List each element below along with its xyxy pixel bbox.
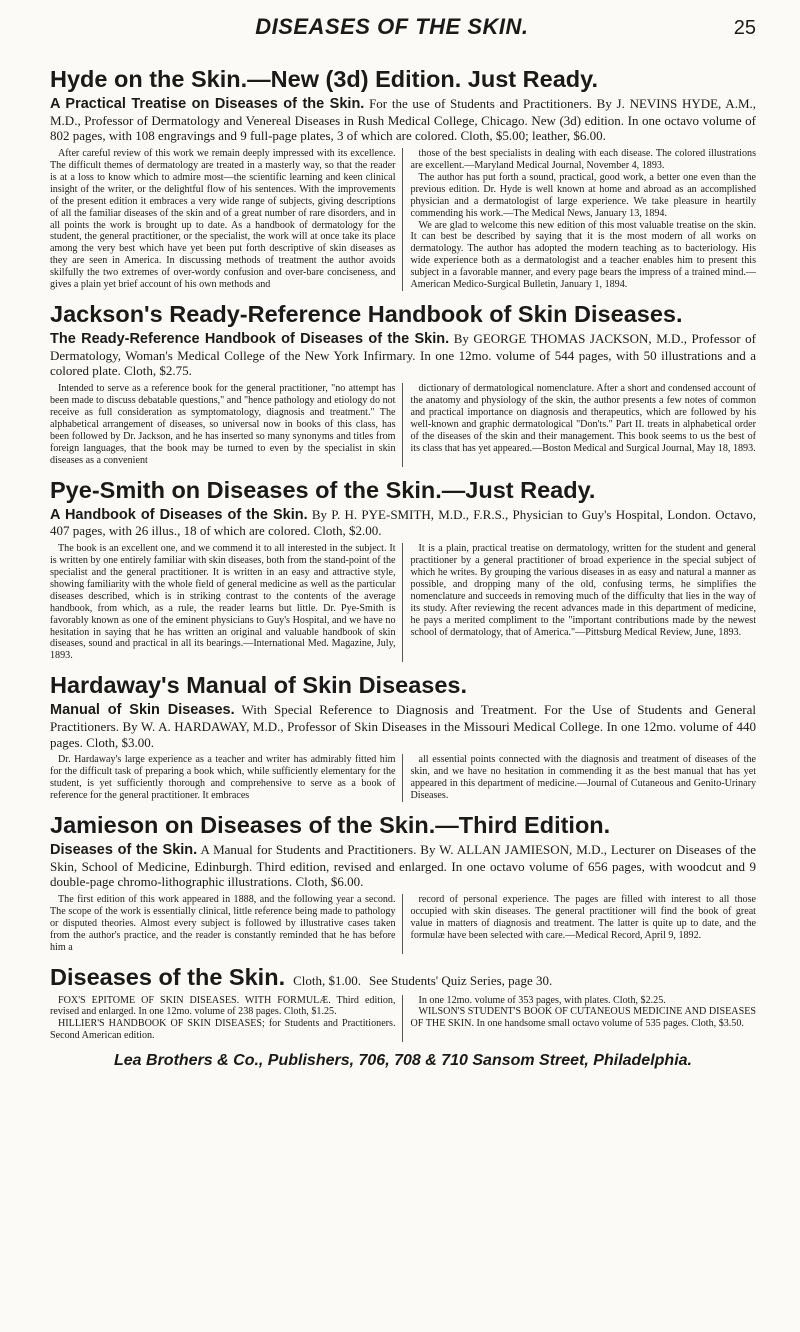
section-heading: Jackson's Ready-Reference Handbook of Skin Diseases. <box>50 301 683 328</box>
book-section <box>50 301 756 466</box>
final-left-column <box>50 995 403 1043</box>
review-columns <box>50 148 756 291</box>
page-number: 25 <box>733 17 756 39</box>
listing-paragraph: FOX'S EPITOME OF SKIN DISEASES. WITH FORMULÆ. Third edition, revised and enlarged. In one 12mo. volume of 238 pages. Cloth, $1.25. <box>50 994 396 1018</box>
review-right-column <box>411 148 757 291</box>
section-heading: Jamieson on Diseases of the Skin.—Third Edition. <box>50 811 611 838</box>
listing-paragraph: HILLIER'S HANDBOOK OF SKIN DISEASES; for Students and Practitioners. Second American edition. <box>50 1018 396 1042</box>
review-paragraph: record of personal experience. The pages are filled with interest to all those occupied with skin diseases. The general practitioner will find the book of great value in matters of diagnosis and treatment. The latter is quite up to date, and the formulæ have been selected with care.—Medical Record, April 9, 1892. <box>410 893 756 941</box>
book-section <box>50 66 756 291</box>
final-see-note: See Students' Quiz Series, page 30. <box>369 972 553 988</box>
review-left-column <box>50 148 403 291</box>
book-section <box>50 812 756 954</box>
final-right-column <box>411 995 757 1043</box>
book-details: A Manual for Students and Practitioners. By W. ALLAN JAMIESON, M.D., Lecturer on Diseases of the Skin, School of Medicine, Edinburgh. Third edition, revised and enlarged. In one octavo volume of 656 pages, with woodcut and 9 double-page chromo-lithographic illustrations. Cloth, $6.00. <box>50 841 756 890</box>
book-title: A Handbook of Diseases of the Skin. <box>50 506 308 523</box>
review-columns <box>50 894 756 954</box>
book-details: By GEORGE THOMAS JACKSON, M.D., Professor of Dermatology, Woman's Medical College of the New York Infirmary. In one 12mo. volume of 544 pages, with 50 illustrations and a colored plate. Cloth, $2.75. <box>50 331 756 379</box>
running-head-title: DISEASES OF THE SKIN. <box>255 14 529 39</box>
listing-paragraph: WILSON'S STUDENT'S BOOK OF CUTANEOUS MEDICINE AND DISEASES OF THE SKIN. In one handsome small octavo volume of 535 pages. Cloth, $3.50. <box>410 1006 756 1030</box>
review-columns <box>50 543 756 663</box>
final-heading-row <box>50 964 756 991</box>
review-right-column <box>411 894 757 954</box>
book-title: A Practical Treatise on Diseases of the Skin. <box>50 96 365 112</box>
review-paragraph: Dr. Hardaway's large experience as a teacher and writer has admirably fitted him for the difficult task of preparing a book which, while sufficiently elementary for the student, is yet sufficiently thorough and comprehensive to serve as a book of reference for the general practitioner. It embraces <box>50 754 396 802</box>
review-paragraph: It is a plain, practical treatise on dermatology, written for the student and general practitioner by a general practitioner of broad experience in the special subject of which he writes. By grouping the various diseases in as easy and natural a manner as possible, and dropping many of the old, confusing terms, he simplifies the nomenclature and succeeds in removing much of the difficulty that lies in the way of its study. After reviewing the recent advances made in this department of medicine, he pays a merited compliment to the "important contributions made by the newest school of dermatology, that of America."—Pittsburg Medical Review, June, 1893. <box>410 542 756 638</box>
review-right-column <box>411 543 757 663</box>
final-price: Cloth, $1.00. <box>293 972 361 988</box>
review-paragraph: all essential points connected with the diagnosis and treatment of diseases of the skin, and we have no hesitation in commending it as the best manual that has yet appeared in this department of medicine.—Journal of Cutaneous and Genito-Urinary Diseases. <box>410 754 756 802</box>
review-left-column <box>50 754 403 802</box>
book-section <box>50 672 756 802</box>
book-title: Diseases of the Skin. <box>50 841 198 858</box>
book-title: Manual of Skin Diseases. <box>50 702 235 719</box>
review-columns <box>50 383 756 467</box>
review-paragraph: The first edition of this work appeared in 1888, and the following year a second. The scope of the work is essentially clinical, little reference being made to pathology or disputed theories. Almost every subject is followed by illustrative cases taken from the author's practice, and the reader is constantly reminded that he has before him a <box>50 893 396 953</box>
book-sections <box>50 66 756 954</box>
section-intro <box>50 96 756 144</box>
review-paragraph: dictionary of dermatological nomenclature. After a short and condensed account of the anatomy and physiology of the skin, the author presents a few notes of common and practical importance on diagnosis and therapeutics, which are followed by his well-known and graphic dermatological "Don'ts." Part II. treats in alphabetical order of the diseases of the skin and their management. This book seems to us the best of its class that has yet appeared.—Boston Medical and Surgical Journal, May 18, 1893. <box>410 383 756 454</box>
final-columns <box>50 995 756 1043</box>
book-section <box>50 477 756 663</box>
publisher-footer: Lea Brothers & Co., Publishers, 706, 708 & 710 Sansom Street, Philadelphia. <box>114 1052 692 1070</box>
section-intro <box>50 702 756 750</box>
book-details: With Special Reference to Diagnosis and Treatment. For the Use of Students and General Practitioners. By W. A. HARDAWAY, M.D., Professor of Skin Diseases in the Missouri Medical College. In one 12mo. volume of 440 pages. Cloth, $3.00. <box>50 702 757 750</box>
book-details: For the use of Students and Practitioners. By J. NEVINS HYDE, A.M., M.D., Professor of Dermatology and Venereal Diseases in Rush Medical College, Chicago. New (3d) edition. In one octavo volume of 802 pages, with 108 engravings and 9 full-page plates, 3 of which are colored. Cloth, $5.00; leather, $6.00. <box>50 96 757 144</box>
review-paragraph: those of the best specialists in dealing with each disease. The colored illustrations are excellent.—Maryland Medical Journal, November 4, 1893. <box>410 147 756 171</box>
final-section <box>50 964 756 1043</box>
section-heading: Pye-Smith on Diseases of the Skin.—Just Ready. <box>50 476 596 503</box>
section-heading: Hardaway's Manual of Skin Diseases. <box>50 672 468 699</box>
review-right-column <box>411 383 757 467</box>
book-title: The Ready-Reference Handbook of Diseases of the Skin. <box>50 331 450 348</box>
review-paragraph: The book is an excellent one, and we commend it to all interested in the subject. It is written by one entirely familiar with skin diseases, both from the stand-point of the specialist and the general practitioner. It is written in an easy and attractive style, showing familiarity with the whole field of general medicine as well as the particular diseases described, which is in striking contrast to the contents of the average handbook, from which, as a rule, the reader learns but little. Dr. Pye-Smith is favorably known as one of the eminent physicians to Guy's Hospital, and we have no hesitation in saying that he has written an original and valuable handbook of skin diseases, sound and practical in all its bearings.—International Med. Magazine, July, 1893. <box>50 542 396 662</box>
running-head <box>50 14 756 40</box>
final-heading: Diseases of the Skin. <box>50 963 286 990</box>
section-intro <box>50 842 756 890</box>
review-paragraph: The author has put forth a sound, practical, good work, a better one even than the previous edition. Dr. Hyde is well known at home and abroad as an accomplished physician and a dermatologist of large experience. We take pleasure in heartily commending his work.—The Medical News, January 13, 1894. <box>410 171 756 219</box>
listing-paragraph: In one 12mo. volume of 353 pages, with plates. Cloth, $2.25. <box>418 994 666 1006</box>
book-details: By P. H. PYE-SMITH, M.D., F.R.S., Physician to Guy's Hospital, London. Octavo, 407 pages, with 26 illus., 18 of which are colored. Cloth, $2.00. <box>50 506 756 539</box>
review-left-column <box>50 543 403 663</box>
review-paragraph: After careful review of this work we remain deeply impressed with its excellence. The difficult themes of dermatology are treated in a masterly way, so that the reader is at a loss to know which to admire most—the scientific learning and keen clinical insight of the writer, or the delightful flow of his sentences. With the improvements of the present edition it embraces a very wide range of subjects, giving descriptions of all the familiar diseases of the skin and of a great number of rare disorders, and in all points the work is brought up to date. As a handbook of dermatology for the student, the general practitioner, or the specialist, the work will at once take its place among the very best which have yet been put forth descriptive of skin diseases as they are seen in America. In discussing methods of treatment the author avoids skilfully the two extremes of over-wordy confusion and over-bare conciseness, and gives a plain yet brief account of his own methods and <box>50 147 396 291</box>
review-paragraph: We are glad to welcome this new edition of this most valuable treatise on the skin. It can best be described by saying that it is the most modern of all works on dermatology. The author has adopted the modern teaching as to bacteriology. His wide experience both as a dermatologist and a teacher enables him to present this subject in a favorable manner, and every page bears the impress of a trained mind.—American Medico-Surgical Bulletin, January 1, 1894. <box>410 219 756 291</box>
section-intro <box>50 507 756 539</box>
review-left-column <box>50 894 403 954</box>
review-columns <box>50 754 756 802</box>
section-heading: Hyde on the Skin.—New (3d) Edition. Just Ready. <box>50 66 598 92</box>
review-left-column <box>50 383 403 467</box>
section-intro <box>50 331 756 379</box>
review-paragraph: Intended to serve as a reference book for the general practitioner, "no attempt has been made to discuss debatable questions," and "hence pathology and etiology do not receive as full consideration as symptomatology, diagnosis and treatment." The alphabetical arrangement of diseases, so universal now in books of this class, has been followed by Dr. Jackson, and he has inserted so many synonyms and titles from foreign languages, that the book may be turned to even by the specialist in skin diseases as a convenient <box>50 383 396 466</box>
review-right-column <box>411 754 757 802</box>
